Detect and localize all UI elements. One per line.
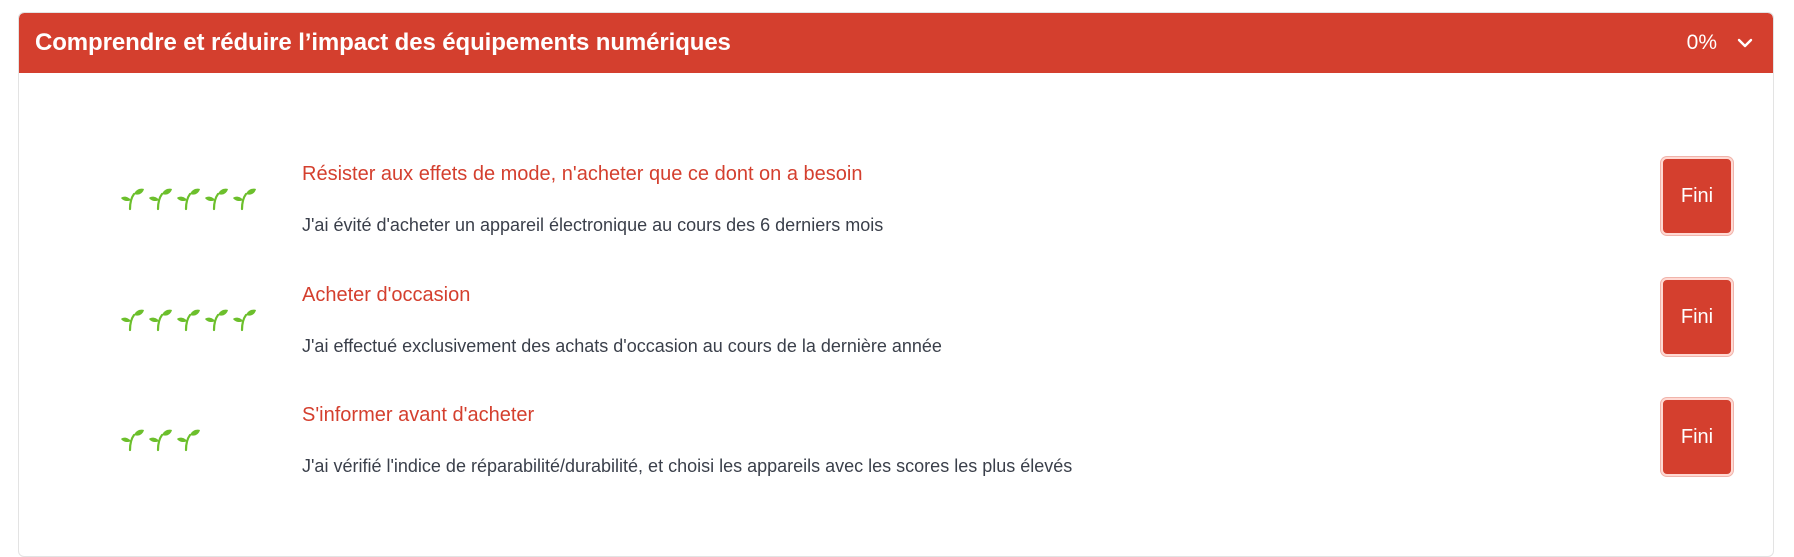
impact-rating: [119, 185, 257, 211]
category-panel: [18, 12, 1774, 557]
sprout-icon: [119, 306, 145, 332]
action-title: S'informer avant d'acheter: [302, 404, 535, 426]
action-item: [19, 284, 1774, 384]
fini-button[interactable]: Fini: [1661, 278, 1733, 356]
action-item: [19, 163, 1774, 263]
action-item: [19, 404, 1774, 504]
sprout-icon: [147, 426, 173, 452]
sprout-icon: [203, 306, 229, 332]
action-description: J'ai vérifié l'indice de réparabilité/durabilité, et choisi les appareils avec les scores les plus élevés: [302, 456, 1073, 476]
sprout-icon: [119, 185, 145, 211]
action-title: Résister aux effets de mode, n'acheter que ce dont on a besoin: [302, 163, 863, 185]
action-description: J'ai effectué exclusivement des achats d'occasion au cours de la dernière année: [302, 336, 942, 356]
fini-button[interactable]: Fini: [1661, 157, 1733, 235]
header-right: [1687, 31, 1755, 55]
sprout-icon: [203, 185, 229, 211]
sprout-icon: [119, 426, 145, 452]
sprout-icon: [147, 185, 173, 211]
sprout-icon: [175, 306, 201, 332]
sprout-icon: [231, 185, 257, 211]
action-description: J'ai évité d'acheter un appareil électronique au cours des 6 derniers mois: [302, 215, 884, 235]
sprout-icon: [147, 306, 173, 332]
sprout-icon: [231, 306, 257, 332]
sprout-icon: [175, 426, 201, 452]
impact-rating: [119, 426, 201, 452]
progress-percent: 0%: [1686, 31, 1717, 54]
impact-rating: [119, 306, 257, 332]
chevron-down-icon[interactable]: [1735, 33, 1755, 53]
category-title: Comprendre et réduire l’impact des équipements numériques: [35, 29, 731, 56]
category-header[interactable]: [19, 13, 1773, 73]
action-title: Acheter d'occasion: [302, 284, 471, 306]
fini-button[interactable]: Fini: [1661, 398, 1733, 476]
sprout-icon: [175, 185, 201, 211]
